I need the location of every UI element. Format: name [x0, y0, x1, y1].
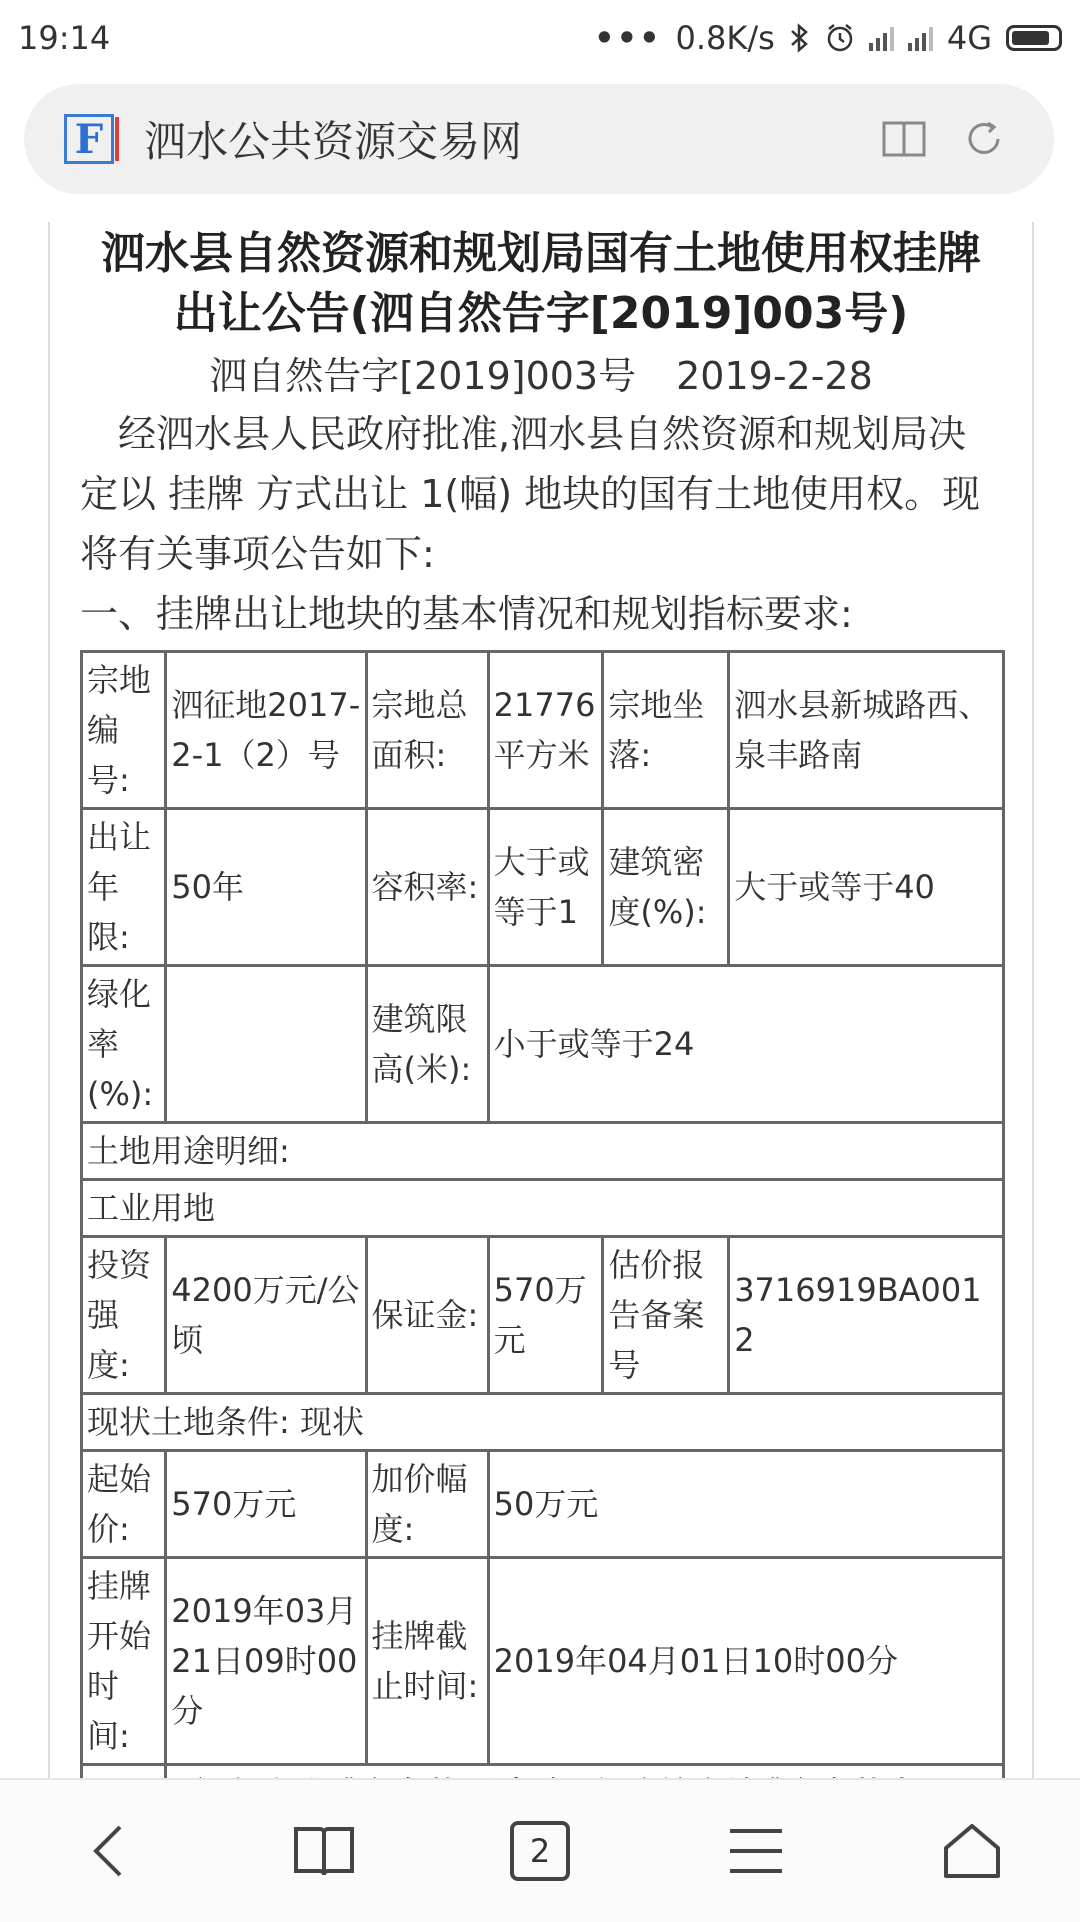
- table-cell-label: 起始价:: [82, 1451, 166, 1558]
- table-cell: 570万元: [488, 1237, 603, 1394]
- site-title[interactable]: 泗水公共资源交易网: [144, 117, 523, 166]
- table-cell-label: 挂牌截止时间:: [366, 1558, 488, 1765]
- network-type: 4G: [946, 19, 992, 57]
- refresh-icon[interactable]: [954, 109, 1014, 169]
- table-cell: 大于或等于40: [729, 809, 1004, 966]
- menu-button[interactable]: [696, 1801, 816, 1901]
- status-icons: [594, 19, 1062, 57]
- table-cell: 现状土地条件: 现状: [82, 1394, 1004, 1451]
- table-row: [82, 652, 1004, 809]
- doc-number: 泗自然告字[2019]003号: [209, 354, 637, 398]
- tabs-button[interactable]: [480, 1801, 600, 1901]
- doc-meta: [80, 348, 1002, 404]
- table-cell-label: 土地用途明细:: [82, 1123, 1004, 1180]
- table-cell-label: 绿化率(%):: [82, 966, 166, 1123]
- site-favicon-icon: F: [64, 114, 114, 164]
- table-cell: [166, 966, 366, 1123]
- intro-paragraph: 经泗水县人民政府批准,泗水县自然资源和规划局决定以 挂牌 方式出让 1(幅) 地块的国有土地使用权。现将有关事项公告如下:: [80, 412, 981, 576]
- battery-icon: [1006, 25, 1062, 51]
- parcel-table: [80, 650, 1005, 1826]
- table-cell-label: 投资强度:: [82, 1237, 166, 1394]
- table-cell: 21776平方米: [488, 652, 603, 809]
- signal-icon-2: [908, 25, 933, 51]
- chevron-left-icon: [88, 1821, 128, 1881]
- table-cell: 570万元: [166, 1451, 366, 1558]
- table-cell: 4200万元/公顷: [166, 1237, 366, 1394]
- table-cell: 大于或等于1: [488, 809, 603, 966]
- table-cell-label: 估价报告备案号: [603, 1237, 729, 1394]
- home-button[interactable]: [912, 1801, 1032, 1901]
- table-cell: 泗水县新城路西、泉丰路南: [729, 652, 1004, 809]
- back-button[interactable]: [48, 1801, 168, 1901]
- table-cell-label: 保证金:: [366, 1237, 488, 1394]
- table-row: [82, 1394, 1004, 1451]
- table-row: [82, 966, 1004, 1123]
- table-cell: 50万元: [488, 1451, 1003, 1558]
- net-speed: 0.8K/s: [675, 19, 775, 57]
- table-row: [82, 1123, 1004, 1180]
- table-row: [82, 1558, 1004, 1765]
- bookmarks-button[interactable]: [264, 1801, 384, 1901]
- table-cell-label: 建筑限高(米):: [366, 966, 488, 1123]
- table-cell-label: 容积率:: [366, 809, 488, 966]
- doc-date: 2019-2-28: [676, 354, 873, 398]
- table-cell: 泗征地2017-2-1（2）号: [166, 652, 366, 809]
- table-row: [82, 809, 1004, 966]
- home-icon: [942, 1822, 1002, 1880]
- bluetooth-icon: [789, 23, 811, 53]
- table-cell: 小于或等于24: [488, 966, 1003, 1123]
- page-title: 泗水县自然资源和规划局国有土地使用权挂牌出让公告(泗自然告字[2019]003号): [101, 228, 981, 339]
- more-dots: •••: [594, 19, 662, 57]
- bottom-nav: [0, 1778, 1080, 1922]
- table-cell-label: 宗地编号:: [82, 652, 166, 809]
- tab-count: 2: [510, 1821, 570, 1881]
- alarm-icon: [825, 23, 855, 53]
- table-cell: 2019年03月21日09时00分: [166, 1558, 366, 1765]
- section-heading: 一、挂牌出让地块的基本情况和规划指标要求:: [80, 592, 853, 636]
- reader-mode-icon[interactable]: [874, 109, 934, 169]
- table-cell: 50年: [166, 809, 366, 966]
- status-time: 19:14: [18, 19, 111, 57]
- table-row: [82, 1451, 1004, 1558]
- address-bar[interactable]: [24, 84, 1054, 194]
- table-cell-label: 加价幅度:: [366, 1451, 488, 1558]
- page-content[interactable]: [48, 222, 1034, 1778]
- table-cell-label: 宗地坐落:: [603, 652, 729, 809]
- table-cell-label: 出让年限:: [82, 809, 166, 966]
- signal-icon: [869, 25, 894, 51]
- table-cell-label: 建筑密度(%):: [603, 809, 729, 966]
- table-cell: 2019年04月01日10时00分: [488, 1558, 1003, 1765]
- table-cell-label: 挂牌开始时间:: [82, 1558, 166, 1765]
- table-row: [82, 1237, 1004, 1394]
- book-icon: [292, 1823, 356, 1879]
- table-cell: 工业用地: [82, 1180, 1004, 1237]
- menu-icon: [728, 1827, 784, 1875]
- table-cell-label: 宗地总面积:: [366, 652, 488, 809]
- status-bar: [0, 0, 1080, 76]
- table-row: [82, 1180, 1004, 1237]
- table-cell: 3716919BA0012: [729, 1237, 1004, 1394]
